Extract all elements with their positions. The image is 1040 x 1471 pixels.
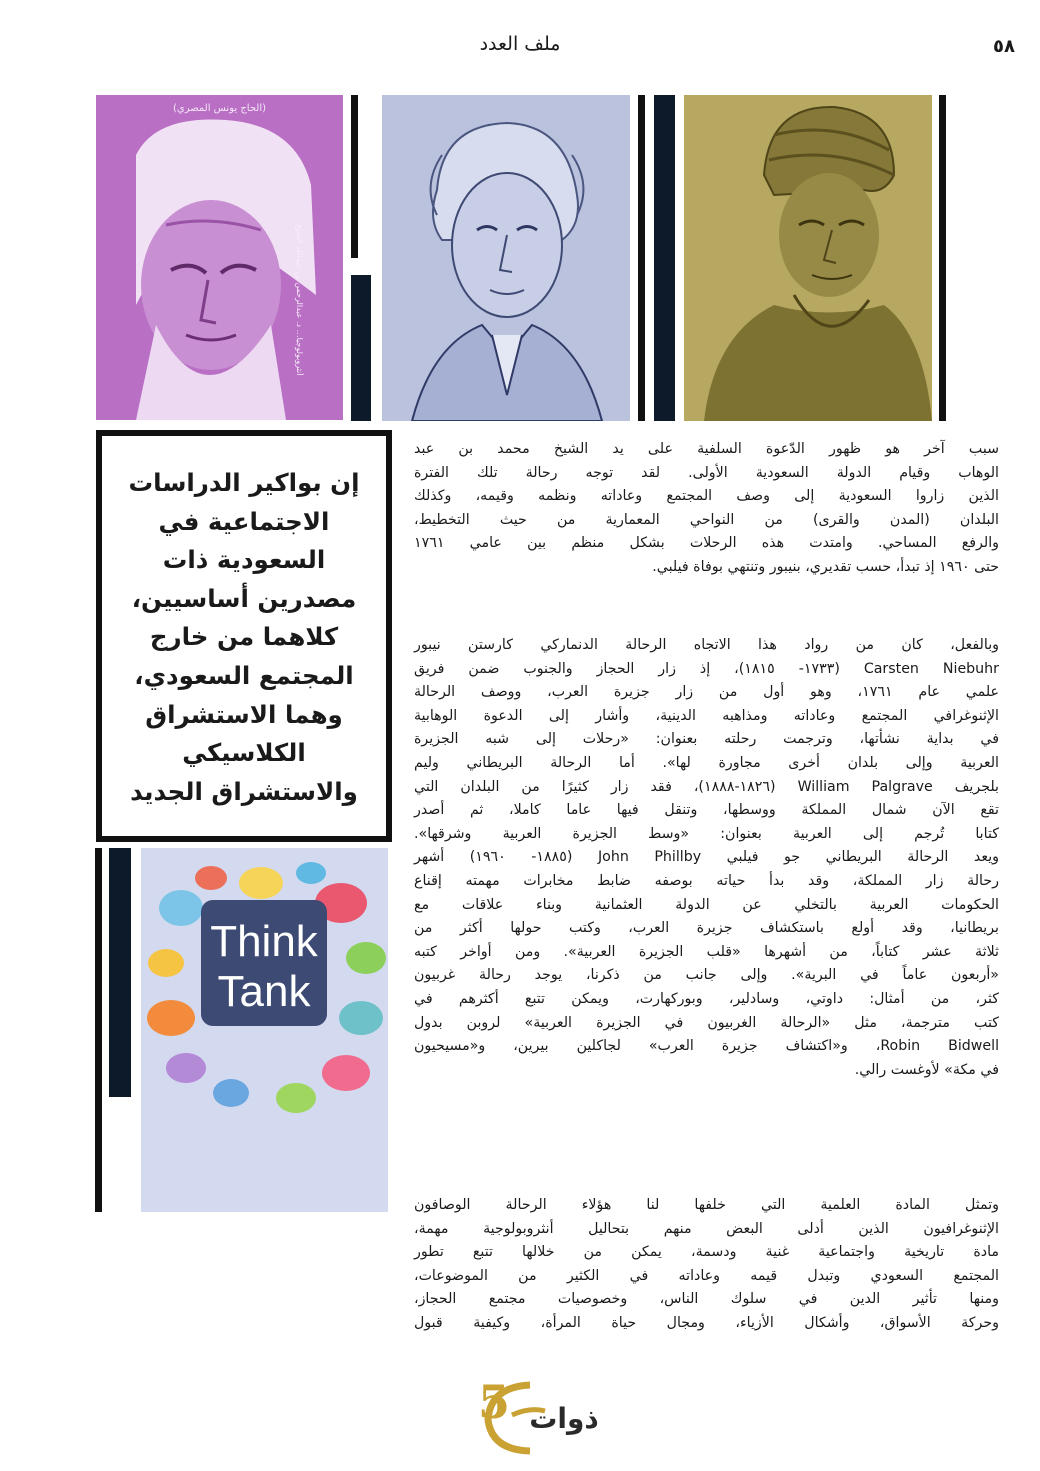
- divider-block: [654, 95, 675, 421]
- text-line: الذين زاروا السعودية إلى وصف المجتمع وعاداته ونظمه وقيمه، وكذلك: [414, 488, 999, 505]
- text-line: وتمثل المادة العلمية التي خلفها لنا هؤلاء الرحالة الوصافون: [414, 1197, 999, 1213]
- text-line: البلدان (المدن والقرى) من النواحي المعمارية من حيث التخطيط،: [414, 511, 999, 528]
- text-line: بريطانيا، وقد أولع باستكشاف جزيرة العرب، وكتب حولها أكثر من: [414, 920, 999, 937]
- text-line: الوهاب وقيام الدولة السعودية الأولى. لقد توجه رحالة تلك الفترة: [414, 464, 999, 481]
- pull-quote-box: [96, 430, 392, 842]
- text-line: حتى ١٩٦٠ إذ تبدأ، حسب تقديري، بنيبور وتنتهي بوفاة فيلبي.: [652, 558, 999, 575]
- paragraph-3: [414, 1194, 999, 1336]
- turban-portrait-image: [684, 95, 932, 421]
- text-line: وبالفعل، كان من رواد هذا الاتجاه الرحالة الدنماركي كارستن نيبور: [414, 637, 999, 653]
- paragraph-1: [414, 438, 999, 580]
- portrait-side-text: أنثروبولوجيا… د. عبدالرحمن بن عبدالله الشيخ: [295, 223, 304, 375]
- text-line: مادة تاريخية واجتماعية غنية ودسمة، يمكن من خلالها تتبع تطور: [414, 1244, 999, 1261]
- text-line: رحالة زار المملكة، وقد بدأ حياته بوصفه ضابط مخابرات مهمته إقناع: [414, 872, 999, 889]
- divider-block: [109, 848, 131, 1097]
- think-tank-image: [141, 848, 388, 1212]
- text-line: الإثنوغرافي المجتمع وعاداته ومذاهبه الدينية، وأشار إلى الدعوة الوهابية: [414, 707, 999, 724]
- text-line: وحركة الأسواق، وأشكال الأزياء، ومجال حياة المرأة، وكيفية قبول: [414, 1314, 999, 1331]
- logo-text: ذوات: [529, 1402, 599, 1435]
- text-line: كتابا تُرجم إلى العربية بعنوان: «وسط الجزيرة العربية وشرقها».: [414, 825, 999, 842]
- divider-bar: [939, 95, 946, 421]
- text-line: Robin Bidwell، و«اكتشاف جزيرة العرب» لجاكلين بيرين، و«مسيحيون: [414, 1038, 1000, 1055]
- text-line: تقع الآن شمال المملكة ووسطها، وتنقل فيها عاما كاملا، ثم أصدر: [414, 802, 999, 819]
- divider-block: [351, 275, 371, 421]
- portrait-caption: (الحاج يونس المصري): [172, 103, 267, 114]
- text-line: والرفع المساحي. وامتدت هذه الرحلات بشكل منظم بين عامي ١٧٦١: [414, 535, 999, 552]
- text-line: الإثنوغرافيون الذين أدلى البعض منهم بتحاليل أنثروبولوجية مهمة،: [414, 1220, 999, 1237]
- divider-bar: [351, 95, 358, 258]
- divider-bar: [95, 848, 102, 1212]
- text-line: «أربعون عاماً في البرية». وإلى جانب من ذكرنا، يوجد رحالة غربيون: [414, 967, 999, 984]
- text-line: علمي عام ١٧٦١، وهو أول من زار جزيرة العرب، ووصف الرحالة: [414, 684, 999, 701]
- text-line: في بداية نشأتها، وترجمت رحلته بعنوان: «رحلات إلى شبه الجزيرة: [414, 731, 999, 748]
- text-line: بلجريف William Palgrave (١٨٢٦-١٨٨٨)، فقد زار كثيرًا من البلدان التي: [414, 778, 999, 795]
- tank-label: Tank: [217, 967, 311, 1016]
- logo-number: 5: [478, 1375, 511, 1429]
- text-line: في مكة» لأوغست رالي.: [854, 1061, 999, 1078]
- page-number: ٥٨: [993, 36, 1015, 57]
- divider-bar: [638, 95, 645, 421]
- book-cover-portrait-image: [96, 95, 343, 420]
- text-line: Carsten Niebuhr (١٧٣٣- ١٨١٥)، إذ زار الحجاز والجنوب ضمن فريق: [414, 660, 999, 677]
- text-line: كتب مترجمة، مثل «الرحالة الغربيون في الجزيرة العربية» لروبن بدول: [414, 1014, 999, 1031]
- text-line: الحكومات العربية بالتخلي عن الدولة العثمانية وبناء علاقات مع: [414, 896, 999, 913]
- text-line: المجتمع السعودي وتبدل قيمه وعاداته في الكثير من الموضوعات،: [414, 1267, 999, 1284]
- text-line: ثلاثة عشر كتاباً، من أشهرها «قلب الجزيرة العربية». ومن أواخر كتبه: [414, 943, 999, 960]
- text-line: العربية وإلى بلدان أخرى مجاورة لها». أما الرحالة البريطاني وليم: [414, 754, 999, 771]
- text-line: كثر، من أمثال: داوتي، وسادلير، وبوركهارت، ويمكن تتبع أكثرهم في: [414, 990, 999, 1007]
- text-line: ويعد الرحالة البريطاني جو فيلبي John Phillby (١٨٨٥- ١٩٦٠) أشهر: [414, 849, 999, 866]
- text-line: ومنها تأثير الدين في سلوك الناس، وخصوصيات مجتمع الحجاز،: [414, 1291, 999, 1308]
- think-label: Think: [210, 917, 318, 966]
- section-title: ملف العدد: [479, 33, 561, 55]
- pull-quote-text: إن بواكير الدراسات الاجتماعية في السعودية ذات مصدرين أساسيين، كلاهما من خارج المجتمع السعودي، وهما الاستشراق الكلاسيكي والاستشراق الجديد: [128, 468, 360, 806]
- dhawat-logo: [470, 1375, 610, 1455]
- text-line: سبب آخر هو ظهور الدّعوة السلفية على يد الشيخ محمد بن عبد: [414, 441, 999, 457]
- engraving-portrait-image: [382, 95, 630, 421]
- paragraph-2: [414, 634, 999, 1082]
